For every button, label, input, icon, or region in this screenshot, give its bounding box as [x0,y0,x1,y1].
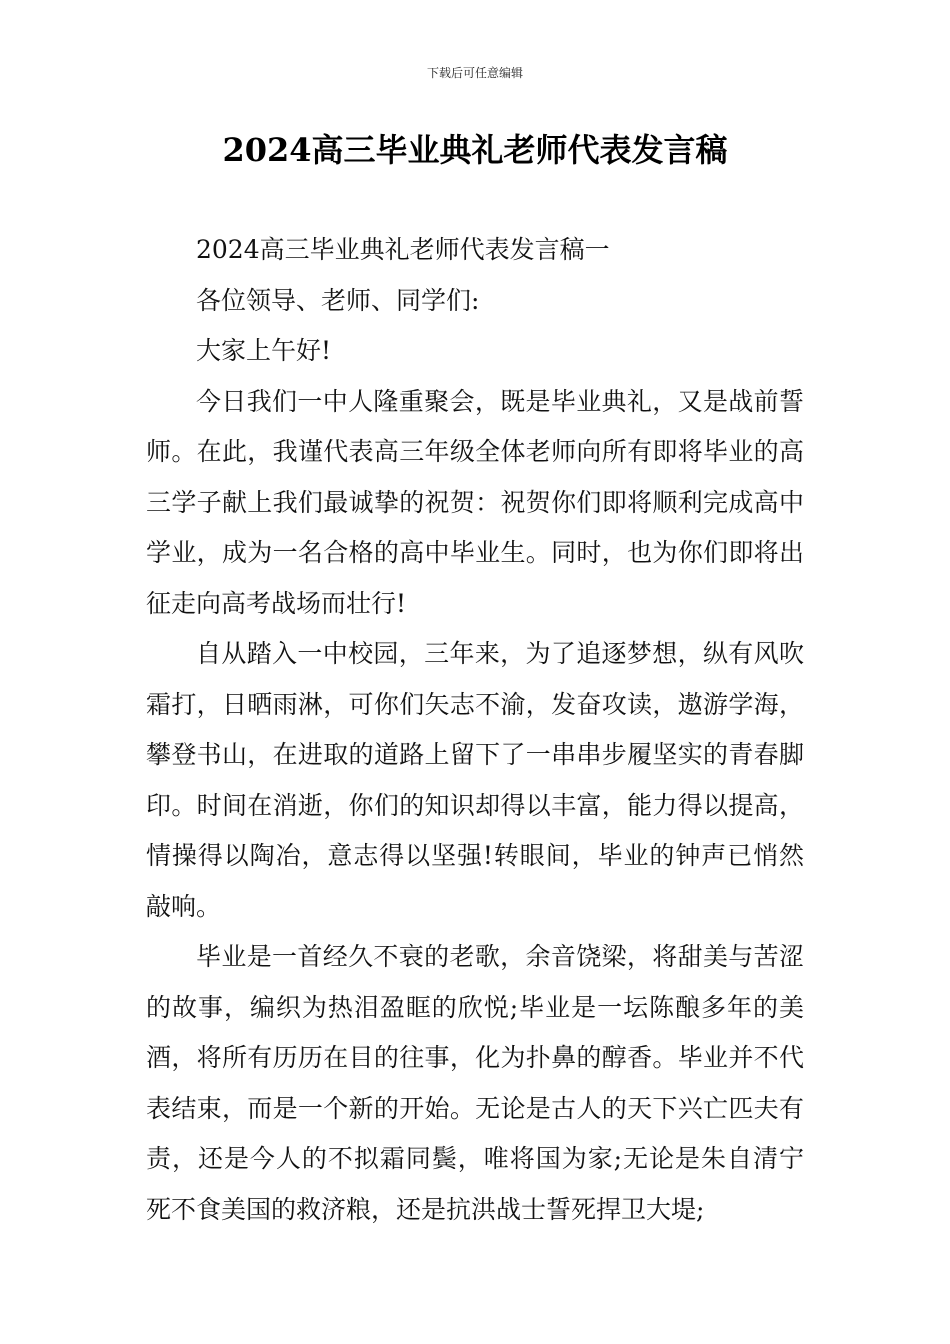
paragraph-3: 毕业是一首经久不衰的老歌，余音饶梁，将甜美与苦涩的故事，编织为热泪盈眶的欣悦;毕业是一坛陈酿多年的美酒，将所有历历在目的往事，化为扑鼻的醇香。毕业并不代表结束，而是一个新的开始。无论是古人的天下兴亡匹夫有责，还是今人的不拟霜同鬓，唯将国为家;无论是朱自清宁死不食美国的救济粮，还是抗洪战士誓死捍卫大堤; [146,942,804,1224]
paragraph-1: 今日我们一中人隆重聚会，既是毕业典礼，又是战前誓师。在此，我谨代表高三年级全体老师向所有即将毕业的高三学子献上我们最诚挚的祝贺：祝贺你们即将顺利完成高中学业，成为一名合格的高中毕业生。同时，也为你们即将出征走向高考战场而壮行! [146,386,804,618]
paragraph-2: 自从踏入一中校园，三年来，为了追逐梦想，纵有风吹霜打，日晒雨淋，可你们矢志不渝，发奋攻读，遨游学海，攀登书山，在进取的道路上留下了一串串步履坚实的青春脚印。时间在消逝，你们的知识却得以丰富，能力得以提高，情操得以陶冶，意志得以坚强!转眼间，毕业的钟声已悄然敲响。 [146,639,804,921]
paragraph-greeting: 大家上午好! [196,336,332,365]
header-note: 下载后可任意编辑 [426,66,523,80]
document-body [146,225,804,1235]
paragraph-salutation: 各位领导、老师、同学们: [196,285,480,315]
document-title: 2024高三毕业典礼老师代表发言稿 [222,131,728,169]
paragraph-subtitle: 2024高三毕业典礼老师代表发言稿一 [196,235,610,264]
